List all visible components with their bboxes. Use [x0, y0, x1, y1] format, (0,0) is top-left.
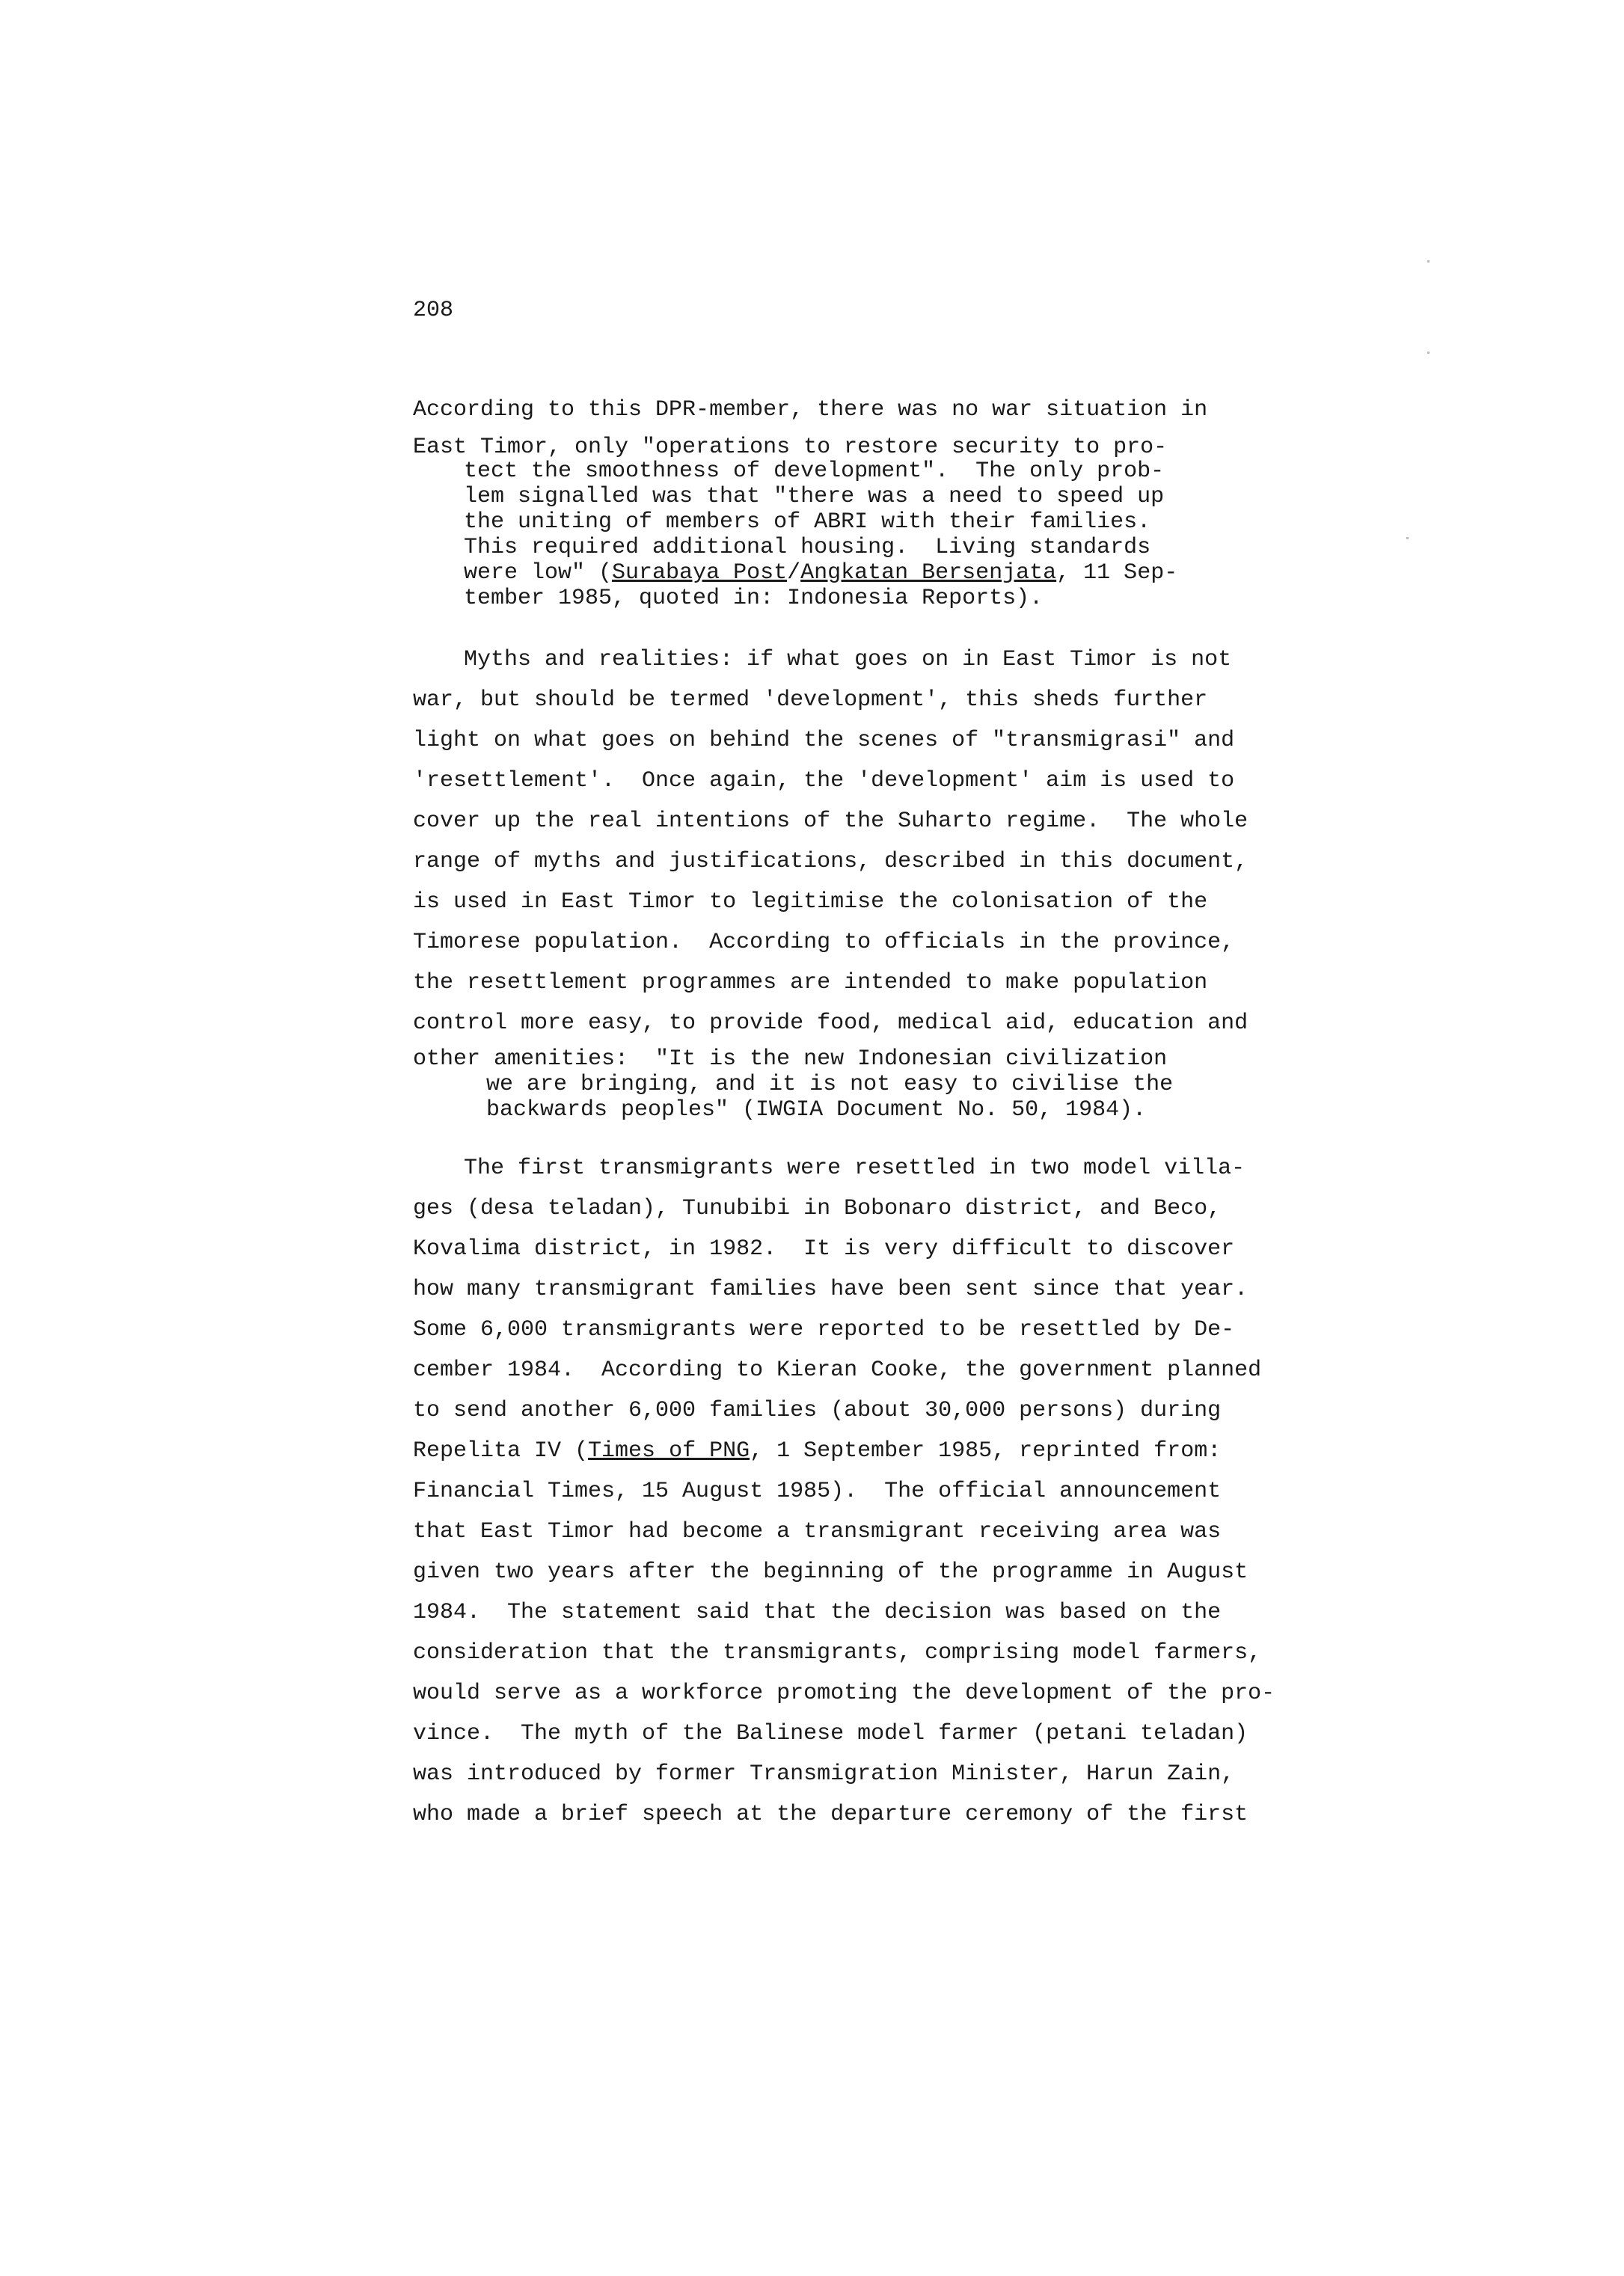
source-times-of-png: Times of PNG — [588, 1438, 750, 1464]
paragraph-first-line: The first transmigrants were resettled in two model villa- — [464, 1156, 1245, 1181]
text-line-citation — [413, 1438, 1221, 1464]
quote-line: we are bringing, and it is not easy to civilise the — [486, 1072, 1174, 1097]
text-line: vince. The myth of the Balinese model farmer (petani teladan) — [413, 1721, 1248, 1746]
quote-line: other amenities: "It is the new Indonesian civilization — [413, 1046, 1168, 1072]
text-line: cember 1984. According to Kieran Cooke, the government planned — [413, 1358, 1262, 1383]
text-line: was introduced by former Transmigration Minister, Harun Zain, — [413, 1761, 1235, 1787]
scan-speck — [1406, 537, 1409, 539]
citation-text: were low" ( — [464, 560, 613, 586]
text-line: Some 6,000 transmigrants were reported to be resettled by De- — [413, 1317, 1235, 1343]
text-line: how many transmigrant families have been sent since that year. — [413, 1277, 1248, 1302]
paragraph-first-line: Myths and realities: if what goes on in East Timor is not — [464, 647, 1232, 672]
text-line: control more easy, to provide food, medical aid, education and — [413, 1010, 1248, 1036]
quote-line: East Timor, only "operations to restore security to pro- — [413, 435, 1168, 460]
text-line: would serve as a workforce promoting the development of the pro- — [413, 1681, 1275, 1706]
page-number: 208 — [413, 298, 454, 323]
citation-text: Repelita IV ( — [413, 1438, 589, 1464]
text-line: is used in East Timor to legitimise the colonisation of the — [413, 889, 1208, 915]
quote-line: backwards peoples" (IWGIA Document No. 50, 1984). — [486, 1097, 1147, 1123]
text-line: cover up the real intentions of the Suharto regime. The whole — [413, 809, 1248, 834]
text-line: Financial Times, 15 August 1985). The official announcement — [413, 1479, 1222, 1504]
source-surabaya-post: Surabaya Post — [612, 560, 788, 586]
source-angkatan-bersenjata: Angkatan Bersenjata — [800, 560, 1057, 586]
scan-speck — [1427, 260, 1430, 263]
quote-citation-line — [464, 561, 1177, 585]
text-line: range of myths and justifications, described in this document, — [413, 849, 1248, 874]
text-line: According to this DPR-member, there was no war situation in — [413, 397, 1208, 423]
text-line: who made a brief speech at the departure ceremony of the first — [413, 1802, 1248, 1827]
citation-separator: / — [787, 560, 801, 586]
text-line: given two years after the beginning of the programme in August — [413, 1559, 1248, 1585]
text-line: light on what goes on behind the scenes of "transmigrasi" and — [413, 728, 1235, 753]
text-line: that East Timor had become a transmigrant receiving area was — [413, 1519, 1222, 1545]
quote-line: tect the smoothness of development". The only prob- — [464, 458, 1165, 484]
text-line: Kovalima district, in 1982. It is very difficult to discover — [413, 1236, 1235, 1262]
quote-line: the uniting of members of ABRI with their families. — [464, 509, 1151, 535]
quote-line: This required additional housing. Living standards — [464, 535, 1151, 560]
text-line: to send another 6,000 families (about 30,000 persons) during — [413, 1398, 1222, 1423]
citation-text: , 11 Sep- — [1056, 560, 1178, 586]
text-line: Timorese population. According to officials in the province, — [413, 930, 1235, 955]
scan-speck — [1427, 352, 1430, 354]
text-line: the resettlement programmes are intended to make population — [413, 970, 1208, 996]
text-line: war, but should be termed 'development', this sheds further — [413, 687, 1208, 713]
text-line: ges (desa teladan), Tunubibi in Bobonaro district, and Beco, — [413, 1196, 1222, 1221]
text-line: consideration that the transmigrants, comprising model farmers, — [413, 1640, 1262, 1666]
citation-text: , 1 September 1985, reprinted from: — [750, 1438, 1222, 1464]
quote-line: lem signalled was that "there was a need to speed up — [464, 484, 1165, 509]
text-line: 1984. The statement said that the decision was based on the — [413, 1600, 1222, 1625]
text-line: 'resettlement'. Once again, the 'development' aim is used to — [413, 768, 1235, 794]
quote-line: tember 1985, quoted in: Indonesia Reports). — [464, 586, 1044, 611]
